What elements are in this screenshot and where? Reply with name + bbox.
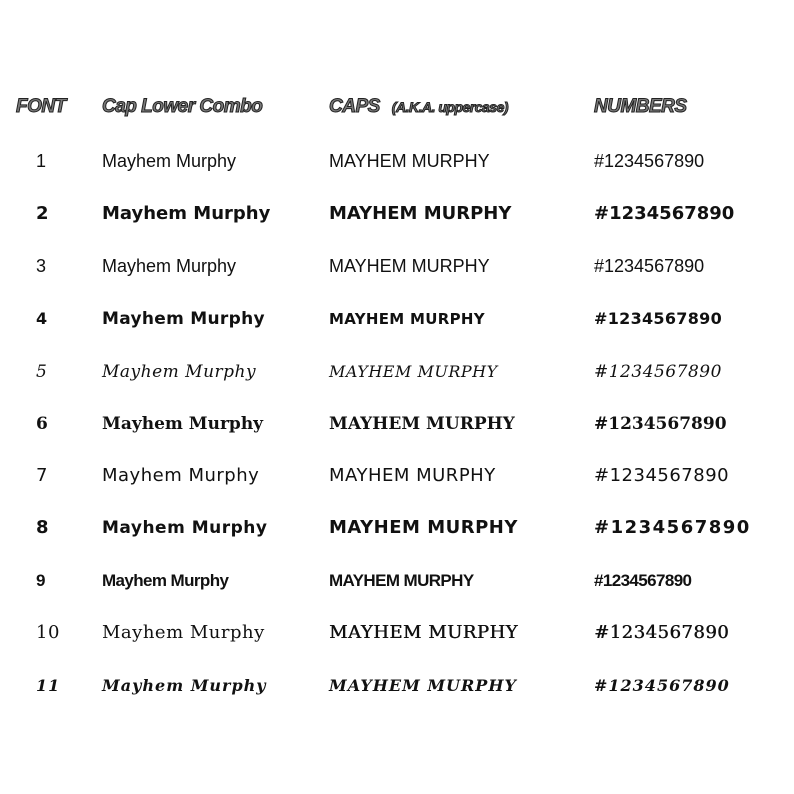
- numbers-sample: #1234567890: [594, 151, 705, 171]
- font-number: 3: [36, 256, 47, 276]
- font-number: 1: [36, 151, 47, 171]
- cap-lower-sample: Mayhem Murphy: [102, 571, 229, 590]
- numbers-sample: #1234567890: [594, 622, 730, 643]
- numbers-sample: #1234567890: [594, 571, 692, 590]
- caps-sample: MAYHEM MURPHY: [329, 676, 517, 695]
- font-number: 2: [36, 203, 49, 224]
- header-font: FONT: [16, 96, 66, 117]
- font-number: 6: [36, 414, 48, 434]
- caps-sample: MAYHEM MURPHY: [329, 256, 490, 276]
- font-row-6: [0, 404, 794, 444]
- caps-sample: MAYHEM MURPHY: [329, 203, 512, 224]
- font-row-5: [0, 352, 794, 392]
- numbers-sample: #1234567890: [594, 676, 730, 695]
- font-row-10: [0, 613, 794, 653]
- cap-lower-sample: Mayhem Murphy: [102, 362, 257, 382]
- caps-sample: MAYHEM MURPHY: [329, 151, 490, 171]
- caps-sample: MAYHEM MURPHY: [329, 465, 496, 486]
- cap-lower-sample: Mayhem Murphy: [102, 676, 267, 695]
- cap-lower-sample: Mayhem Murphy: [102, 622, 265, 643]
- font-row-7: [0, 456, 794, 496]
- font-row-9: [0, 561, 794, 601]
- numbers-sample: #1234567890: [594, 256, 705, 276]
- numbers-sample: #1234567890: [594, 309, 723, 328]
- header-numbers: NUMBERS: [594, 96, 687, 117]
- numbers-sample: #1234567890: [594, 414, 727, 434]
- cap-lower-sample: Mayhem Murphy: [102, 465, 260, 486]
- font-number: 7: [36, 465, 48, 486]
- font-number: 9: [36, 571, 45, 590]
- cap-lower-sample: Mayhem Murphy: [102, 256, 237, 276]
- font-number: 5: [36, 362, 48, 382]
- numbers-sample: #1234567890: [594, 517, 751, 538]
- font-row-3: [0, 246, 794, 286]
- cap-lower-sample: Mayhem Murphy: [102, 203, 271, 224]
- font-row-11: [0, 666, 794, 706]
- cap-lower-sample: Mayhem Murphy: [102, 518, 268, 538]
- header-caps: [329, 96, 508, 118]
- caps-sample: MAYHEM MURPHY: [329, 622, 518, 643]
- font-row-2: [0, 194, 794, 234]
- numbers-sample: #1234567890: [594, 203, 735, 224]
- font-number: 11: [36, 676, 61, 695]
- cap-lower-sample: Mayhem Murphy: [102, 414, 264, 434]
- numbers-sample: #1234567890: [594, 465, 730, 486]
- header-caps-note: (A.K.A. uppercase): [391, 99, 509, 115]
- font-number: 10: [36, 622, 60, 643]
- caps-sample: MAYHEM MURPHY: [329, 517, 518, 538]
- font-number: 4: [36, 309, 48, 328]
- caps-sample: MAYHEM MURPHY: [329, 362, 498, 381]
- font-row-4: [0, 299, 794, 339]
- caps-sample: MAYHEM MURPHY: [329, 571, 474, 590]
- cap-lower-sample: Mayhem Murphy: [102, 151, 237, 171]
- font-row-1: [0, 141, 794, 181]
- font-row-8: [0, 508, 794, 548]
- header-caps-label: CAPS: [329, 96, 380, 117]
- header-cap-lower-combo: Cap Lower Combo: [102, 96, 263, 117]
- font-number: 8: [36, 517, 50, 538]
- caps-sample: MAYHEM MURPHY: [329, 414, 515, 434]
- caps-sample: MAYHEM MURPHY: [329, 310, 485, 328]
- cap-lower-sample: Mayhem Murphy: [102, 309, 265, 329]
- numbers-sample: #1234567890: [594, 362, 722, 382]
